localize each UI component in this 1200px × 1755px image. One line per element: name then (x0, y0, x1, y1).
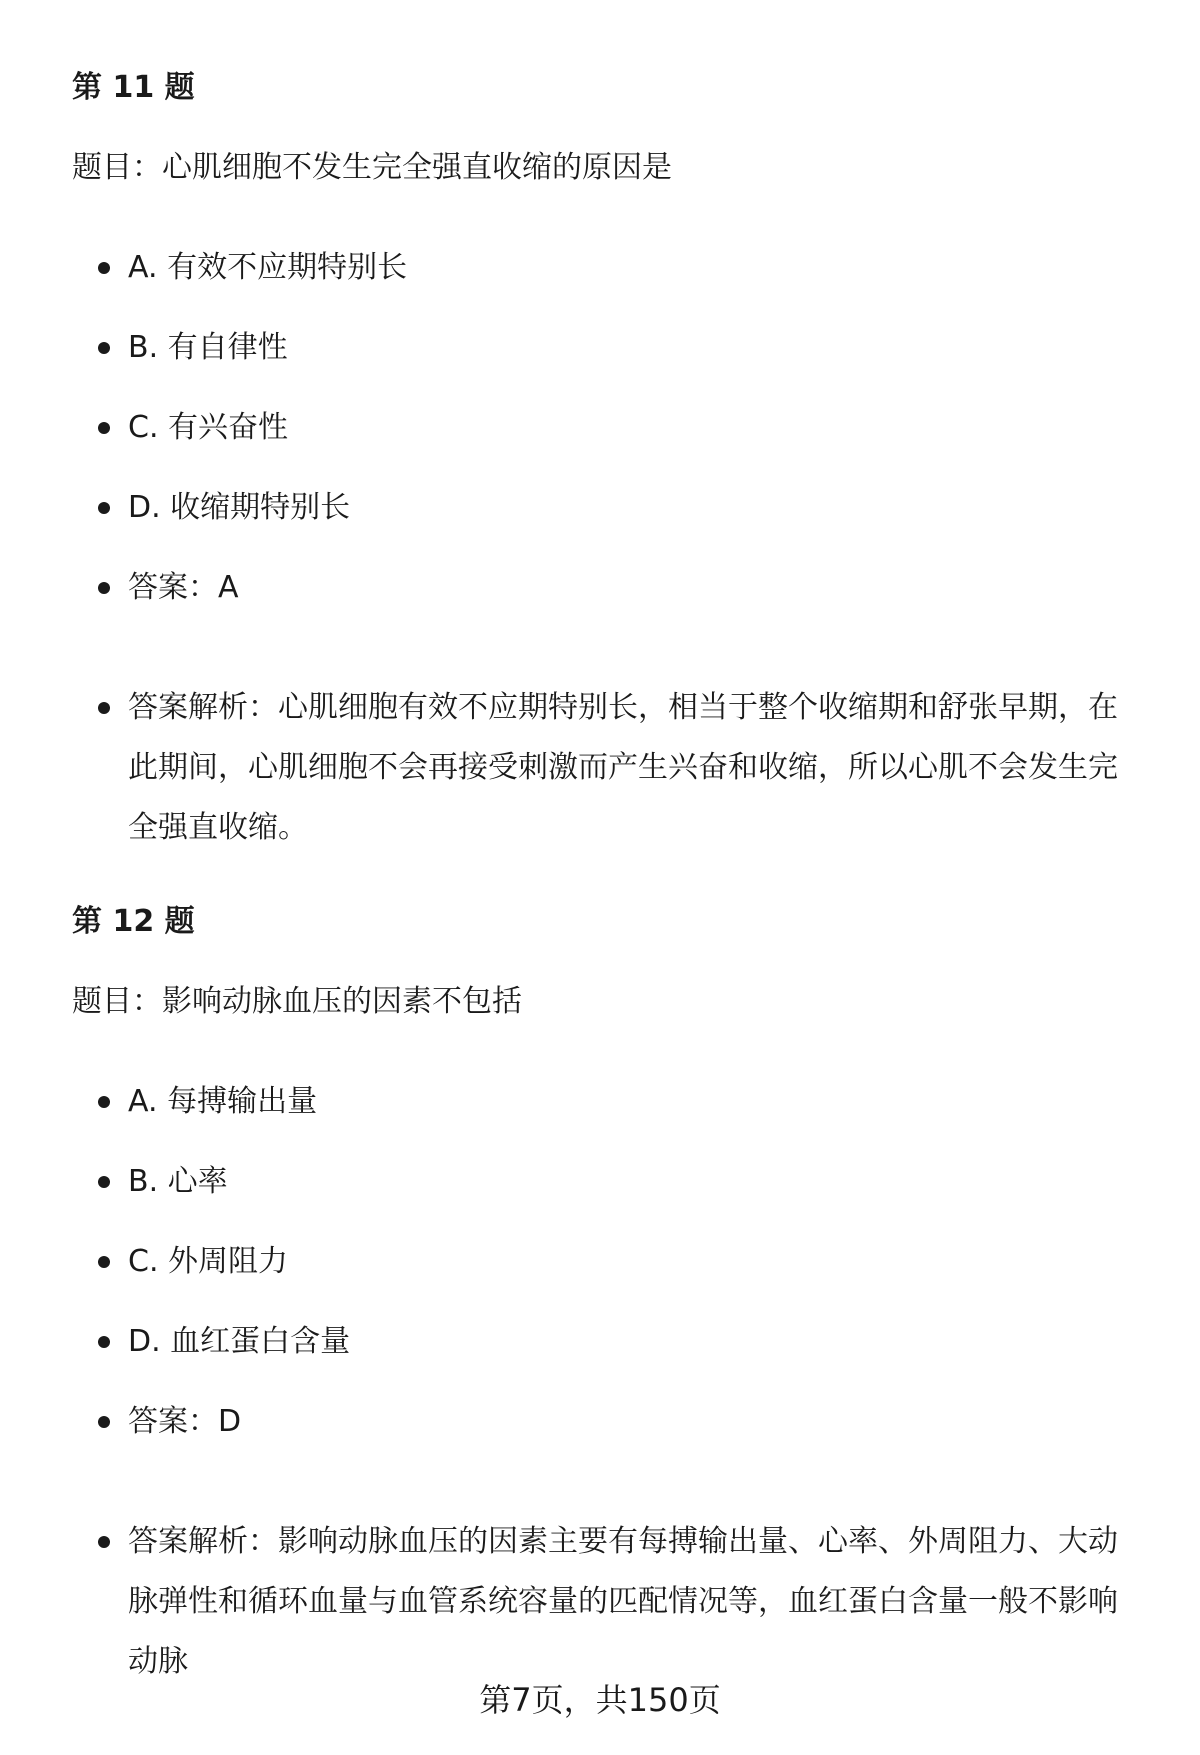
question-title: 第 11 题 (72, 70, 195, 105)
bullet-icon (98, 422, 110, 434)
bullet-icon (98, 342, 110, 354)
bullet-icon (98, 1336, 110, 1348)
bullet-icon (98, 1176, 110, 1188)
bullet-icon (98, 1536, 110, 1548)
answer-explanation: 答案解析：心肌细胞有效不应期特别长，相当于整个收缩期和舒张早期，在此期间，心肌细胞不会再接受刺激而产生兴奋和收缩，所以心肌不会发生完全强直收缩。 (128, 690, 1118, 845)
option-a: A. 有效不应期特别长 (128, 250, 408, 285)
option-d: D. 血红蛋白含量 (128, 1324, 351, 1359)
bullet-icon (98, 1416, 110, 1428)
option-b: B. 心率 (128, 1164, 228, 1199)
question-stem: 题目：影响动脉血压的因素不包括 (72, 984, 522, 1019)
question-title: 第 12 题 (72, 904, 195, 939)
page-indicator: 第7页，共150页 (479, 1681, 721, 1719)
bullet-icon (98, 262, 110, 274)
option-d: D. 收缩期特别长 (128, 490, 351, 525)
bullet-icon (98, 1256, 110, 1268)
bullet-icon (98, 1096, 110, 1108)
answer-explanation: 答案解析：影响动脉血压的因素主要有每搏输出量、心率、外周阻力、大动脉弹性和循环血量与血管系统容量的匹配情况等，血红蛋白含量一般不影响动脉 (128, 1524, 1118, 1679)
option-b: B. 有自律性 (128, 330, 288, 365)
bullet-icon (98, 582, 110, 594)
answer-text: 答案：D (128, 1404, 242, 1439)
bullet-icon (98, 702, 110, 714)
answer-text: 答案：A (128, 570, 239, 605)
question-stem: 题目：心肌细胞不发生完全强直收缩的原因是 (72, 150, 672, 185)
option-c: C. 有兴奋性 (128, 410, 289, 445)
option-c: C. 外周阻力 (128, 1244, 289, 1279)
bullet-icon (98, 502, 110, 514)
option-a: A. 每搏输出量 (128, 1084, 318, 1119)
